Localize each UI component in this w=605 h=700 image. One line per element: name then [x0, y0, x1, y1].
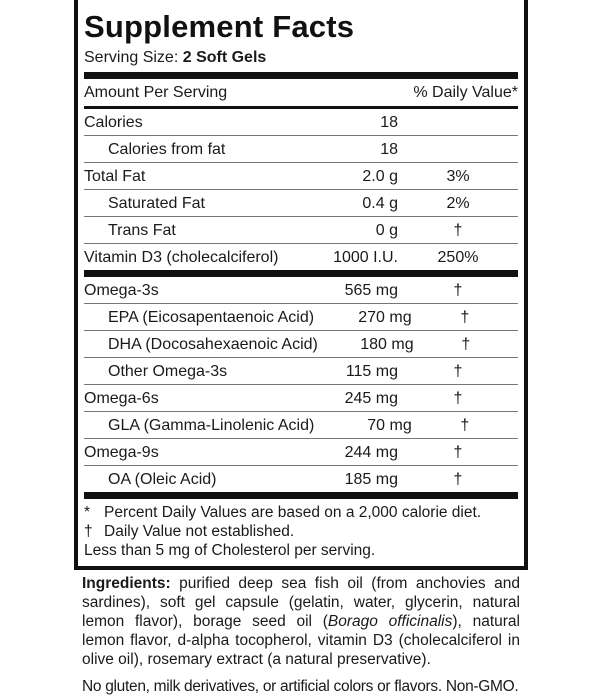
footnote-daily-values [84, 503, 518, 522]
nutrient-daily-value: 250% [437, 249, 479, 266]
nutrient-amount: 1000 I.U. [333, 249, 398, 266]
nutrient-daily-value: † [460, 309, 470, 326]
nutrient-name: Omega-3s [84, 282, 159, 299]
nutrient-amount: 0.4 g [362, 195, 398, 212]
nutrient-section-omegas [84, 277, 518, 492]
nutrient-row [84, 136, 518, 162]
nutrient-row [84, 466, 518, 492]
nutrient-row [84, 412, 518, 438]
ingredients-label: Ingredients: [82, 575, 171, 592]
nutrient-daily-value: † [453, 222, 463, 239]
nutrient-daily-value: † [460, 417, 470, 434]
serving-size-value: 2 Soft Gels [182, 49, 267, 66]
nutrient-amount: 18 [380, 114, 398, 131]
panel-title: Supplement Facts [84, 9, 355, 44]
nutrient-amount: 245 mg [344, 390, 398, 407]
serving-size-label: Serving Size: [84, 49, 179, 66]
nutrient-section-basic [84, 109, 518, 270]
nutrient-row [84, 358, 518, 384]
table-header [84, 79, 518, 106]
nutrient-row [84, 439, 518, 465]
nutrient-amount: 244 mg [344, 444, 398, 461]
nutrient-amount: 0 g [375, 222, 398, 239]
nutrient-row [84, 277, 518, 303]
nutrient-row [84, 109, 518, 135]
nutrient-row [84, 385, 518, 411]
nutrient-name: Vitamin D3 (cholecalciferol) [84, 249, 279, 266]
ingredients-botanical-name: Borago officinalis [327, 613, 453, 630]
nutrient-amount: 2.0 g [362, 168, 398, 185]
nutrient-daily-value: † [453, 390, 463, 407]
footnote-text: Daily Value not established. [104, 523, 295, 540]
nutrient-amount: 565 mg [344, 282, 398, 299]
daily-value-header: % Daily Value* [413, 84, 518, 101]
footnotes [84, 499, 518, 560]
supplement-facts-content [84, 0, 518, 560]
nutrient-name: Omega-9s [84, 444, 159, 461]
footnote-not-established [84, 522, 518, 541]
nutrient-name: DHA (Docosahexaenoic Acid) [108, 336, 318, 353]
nutrient-name: Trans Fat [108, 222, 176, 239]
nutrient-name: Other Omega-3s [108, 363, 228, 380]
nutrient-daily-value [398, 136, 518, 162]
serving-size [84, 46, 518, 72]
nutrient-daily-value: † [453, 444, 463, 461]
nutrient-name: Saturated Fat [108, 195, 205, 212]
nutrient-name: Calories [84, 114, 143, 131]
nutrient-name: Calories from fat [108, 141, 226, 158]
divider-thick [84, 492, 518, 499]
amount-per-serving-header: Amount Per Serving [84, 84, 228, 101]
nutrient-name: Omega-6s [84, 390, 159, 407]
nutrient-daily-value: 3% [446, 168, 470, 185]
nutrient-daily-value: † [453, 363, 463, 380]
nutrient-daily-value: † [453, 282, 463, 299]
nutrient-row [84, 304, 518, 330]
ingredients-paragraph [82, 574, 520, 669]
nutrient-row [84, 190, 518, 216]
asterisk-mark: * [84, 504, 91, 521]
nutrient-daily-value: † [461, 336, 471, 353]
supplement-facts-panel [74, 0, 528, 570]
divider-thick [84, 72, 518, 79]
divider-thick [84, 270, 518, 277]
nutrient-daily-value [398, 109, 518, 135]
ingredients-text-2: ), natural lemon flavor, d-alpha tocopherol, vitamin D3 (cholecalciferol in olive oil), rosemary extract (a natural preservative). [82, 613, 520, 668]
nutrient-row [84, 163, 518, 189]
nutrient-amount: 70 mg [367, 417, 412, 434]
nutrient-amount: 270 mg [358, 309, 412, 326]
nutrient-name: Total Fat [84, 168, 146, 185]
cholesterol-note: Less than 5 mg of Cholesterol per serving. [84, 542, 376, 559]
footnote-text: Percent Daily Values are based on a 2,000 calorie diet. [104, 504, 482, 521]
nutrient-row [84, 331, 518, 357]
dagger-mark: † [84, 523, 93, 540]
nutrient-amount: 115 mg [345, 363, 398, 380]
nutrient-daily-value: 2% [446, 195, 470, 212]
nutrient-daily-value: † [453, 471, 463, 488]
ingredients-text-1: purified deep sea fish oil (from anchovies and sardines), soft gel capsule (gelatin, water, glycerin, natural lemon flavor), borage seed oil ( [82, 575, 520, 630]
nutrient-amount: 18 [380, 141, 398, 158]
nutrient-amount: 185 mg [344, 471, 398, 488]
nutrient-row [84, 217, 518, 243]
nutrient-row [84, 244, 518, 270]
free-from-statement: No gluten, milk derivatives, or artificial colors or flavors. Non-GMO. [82, 678, 519, 695]
nutrient-name: OA (Oleic Acid) [108, 471, 217, 488]
nutrient-amount: 180 mg [360, 336, 414, 353]
nutrient-name: EPA (Eicosapentaenoic Acid) [108, 309, 315, 326]
nutrient-name: GLA (Gamma-Linolenic Acid) [108, 417, 315, 434]
